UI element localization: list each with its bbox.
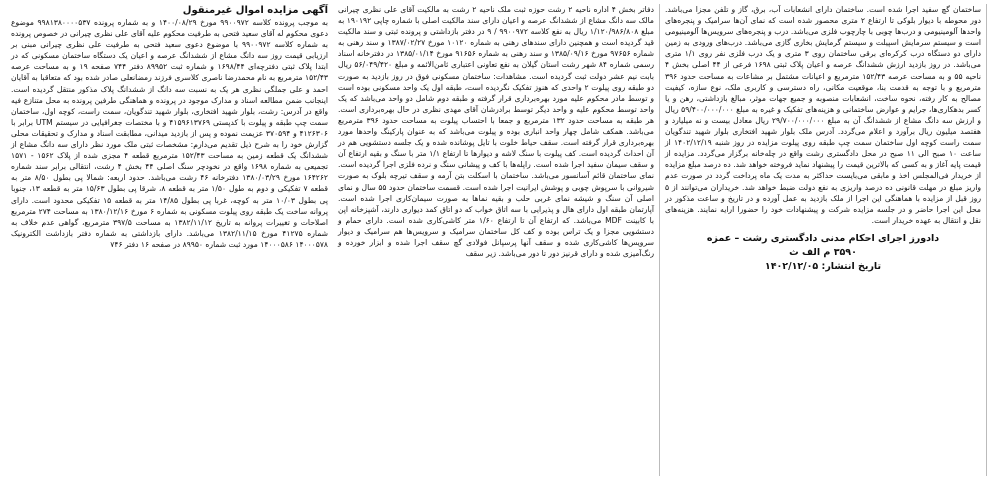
notice-column-3-text: ساختمان گچ سفید اجرا شده است. ساختمان دارای انشعابات آب، برق، گاز و تلفن مجزا می‌باشد. دور محوطه با دیوار بلوکی تا ارتفاع ۲ متری محصور شده است که نمای آن‌ها سرامیک و پنجره‌های واحدها آلومینیومی و درب‌ها چوبی با چارچوب فلزی می‌باشد. درب و پنجره‌های سرویس‌ها آلومینیومی است و سیستم سرمایش اسپیلت و سیستم گرمایش بخاری گازی می‌باشد. درب‌های ورودی به زمین دارای دو دستگاه درب کرکره‌ای برقی ساختمان روی ۳ متری و یک درب فلزی نفر روی ۱/۱ متری می‌باشد. در روز بازدید ارزش ششدانگ عرصه و اعیان پلاک ثبتی ۱۶۹۸ فرعی از ۴۴ اصلی بخش ۴ ناحیه ۵۵ و به مساحت عرصه ۱۵۲/۴۳ مترمربع و اعیانات مشتمل بر مشاعات به مساحت حدود ۳۹۶ مترمربع و با توجه به قدمت بنا، موقعیت مکانی، راه دسترسی و کاربری ملک، نوع سازه، کیفیت مصالح به کار رفته، نحوه ساخت، انشعابات منصوبه و جمیع جهات موثر، مبالغ بازداشتی، رهن و یا کسر بدهکاری‌ها، جرایم و عوارض ساختمانی و هزینه‌های تفکیک و غیره به مبلغ ۵۹/۴۰۰/۰۰۰/۰۰۰ ریال و ارزش سه دانگ مشاع از ششدانگ آن به مبلغ ۲۹/۷۰۰/۰۰۰/۰۰۰ ریال معادل بیست و نه میلیارد و هفتصد میلیون ریال برآورد و اعلام می‌گردد. آدرس ملک بلوار شهید افتخاری بلوار شهید تندگویان سمت راست کوچه اول ساختمان سمت چپ طبقه روی پیلوت مزایده در روز شنبه ۱۴۰۲/۱۲/۱۹ از ساعت ۱۰ صبح الی ۱۱ صبح در محل دادگستری رشت واقع در چله‌خانه برگزار می‌گردد. مزایده از قیمت پایه آغاز و به کسی که بالاترین قیمت را پیشنهاد نماید فروخته خواهد شد. ده درصد مبلغ مزایده از خریدار فی‌المجلس اخذ و مابقی می‌بایست حداکثر به مدت یک ماه پرداخت گردد در صورت عدم واریز مبلغ در مهلت قانونی ده درصد واریزی به نفع دولت ضبط خواهد شد. خریداران می‌توانند از ۵ روز قبل از مزایده با هماهنگی این اجرا از ملک بازدید به عمل آورده و در تاریخ و ساعت مذکور در محل این اجرا حاضر و در جلسه مزایده شرکت و پیشنهادات خود را حضورا ارایه نمایند. هزینه‌های نقل و انتقال به عهده خریدار است. [665,5,982,225]
notice-column-1 [6,4,333,476]
notice-title: آگهی مزایده اموال غیرمنقول [182,5,328,16]
notice-column-1-text: به موجب پرونده کلاسه ۹۹۰۰۹۷۲ مورخ ۱۴۰۰/۰۸/۲۹ و به شماره پرونده ۹۹۸۱۳۸۰۰۰۰۵۳۷ موضوع دعوی محکوم له آقای سعید فتحی به طرفیت محکوم علیه آقای علی نظری چیرانی در خصوص پرونده به شماره کلاسه ۹۹۰۰۹۷۲ با موضوع دعوی سعید فتحی به طرفیت علی نظری چیرانی مبنی بر ارزیابی قیمت روز سه دانگ مشاع از ششدانگ عرصه و اعیان یک دستگاه ساختمان مسکونی که در ابتدا پلاک ثبتی دفترچه‌ای ۱۶۹۸/۴۴ و شماره ثبت ۸۹۹۵۲ دفتر ۷۴۴ صفحه ۱۹ و به مساحت عرصه ۱۵۲/۴۳ مترمربع به نام محمدرضا ناصری کلاسری فرزند رمضانعلی صادر شده بود که متعاقبا به آقایان احمد و علی جملگی نظری هر یک به نسبت سه دانگ از ششدانگ پلاک مذکور منتقل گردیده است. اینجانب ضمن مطالعه اسناد و مدارک موجود در پرونده و هماهنگی طرفین پرونده به محل متنازع فیه واقع در آدرس: رشت، بلوار شهید افتخاری، بلوار شهید تندگویان، سمت راست، کوچه اول، ساختمان سمت چپ طبقه و پیلوت با کدپستی ۴۱۵۹۶۱۳۷۶۹ و با مختصات جغرافیایی در سیستم UTM برابر با ۴۱۲۶۳۰۶ و ۳۷۰۵۹۴ عزیمت نموده و پس از بازدید میدانی، مطابقت اسناد و مدارک و تحقیقات محلی گزارش خود را به شرح ذیل تقدیم می‌دارم: مشخصات ثبتی ملک مورد نظر دارای سه دانگ مشاع از ششدانگ یک قطعه زمین به مساحت ۱۵۲/۴۳ مترمربع قطعه ۴ مجزی شده از پلاک ۱۵۶۲ - ۱۵۷۱ تجمیعی به شماره ۱۶۹۸ واقع در نخودچر سنگ اصلی ۴۴ بخش ۴ رشت، انتقالی برابر سند شماره ۱۶۴۲۶۲ مورخ ۱۳۸۰/۰۳/۲۹ دفترخانه ۴۶ رشت می‌باشد. حدود اربعه: شمالا پی بطول ۸/۵۰ متر به قطعه ۷ تفکیکی و دوم به طول ۱/۵۰ متر به قطعه ۸، شرقا پی بطول ۱۵/۶۳ متر به قطعه ۱۳، جنوبا پی بطول ۱۰/۰۳ متر به کوچه، غربا پی بطول ۱۴/۸۵ متر به قطعه ۱۵ تفکیکی محدود است. دارای پروانه ساخت یک طبقه روی پیلوت مسکونی به شماره ۶ مورخ ۱۳۸۰/۱۲/۱۶ به مساحت ۲۷۴ مترمربع اصلاحات و تغییرات پروانه به تاریخ ۱۳۸۲/۱۱/۱۲ به مساحت ۳۹۷/۵ مترمربع، گواهی عدم خلاف به شماره ۴۱۲۷۵ مورخ ۱۳۸۲/۱۱/۱۵ می‌باشد. دارای بازداشتی به شماره دفتر بازداشت الکترونیک ۱۴۰۰۰۵۷۸ ۱۴۰۰۰۵۸۶ مورد ثبت شماره ۸۹۹۵۰ در صفحه ۱۶ دفتر ۷۴۶ [11,18,329,249]
notice-column-2-text: دفاتر بخش ۴ اداره ناحیه ۲ رشت حوزه ثبت ملک ناحیه ۲ رشت به مالکیت آقای علی نظری چیرانی مالک سه دانگ مشاع از ششدانگ عرصه و اعیان دارای سند مالکیت اصلی با شماره چاپی ۱۹۰۱۹۲ به مبلغ ۱/۱۲۰/۹۸۶/۸۰۸ ریال به نفع کلاسه ۹۹۰۰۹۷۲ / ۹ در دفتر بازداشتی و پرونده ثبتی و سند مالکیت قید گردیده است و همچنین دارای سندهای رهنی به شماره ۱۰۱۲۰ مورخ ۱۳۸۷/۰۲/۲۷ و سند رهنی به شماره ۹۷۶۵۶ مورخ ۱۳۸۵/۰۹/۱۶ و سند رهنی به شماره ۹۱۶۵۶ مورخ ۱۳۸۵/۰۱/۱۴ در دفترخانه اسناد رسمی شماره ۸۴ شهر رشت استان گیلان به نفع تعاونی اعتباری ثامن‌الائمه و مبلغ ۵۶/۰۴۹/۴۲۰ ریال بابت نیم عشر دولت ثبت گردیده است. مشاهدات: ساختمان مسکونی فوق در روز بازدید به صورت دو طبقه روی پیلوت ۲ واحدی که هنوز تفکیک نگردیده است، طبقه اول یک واحد مسکونی بوده است و توسط مادر محکوم علیه مورد بهره‌برداری قرار گرفته و طبقه دوم شامل دو واحد می‌باشد که یک واحد توسط محکوم علیه و واحد دیگر توسط برادرشان آقای مهدی نظری در حال بهره‌برداری است. هر طبقه به مساحت حدود ۱۳۲ مترمربع و جمعا با احتساب پیلوت به مساحت حدود ۳۹۶ مترمربع می‌باشد. همکف شامل چهار واحد انباری بوده و پیلوت می‌باشد که به عنوان پارکینگ واحدها مورد بهره‌برداری قرار گرفته است. سقف حیاط خلوت با تایل پوشانده شده و یک جلسه دستشویی هم در آن احداث گردیده است. کف پیلوت با سنگ لاشه و دیوارها تا ارتفاع ۱/۱ متر با سنگ و بقیه ارتفاع آن و سقف سیمان سفید اجرا شده است. راپله‌ها با کف و پیشانی سنگ و نرده فلزی اجرا گردیده است. نمای ساختمان قائم آسانسور می‌باشد. ساختمان با اسکلت بتن آرمه و سقف تیرچه بلوک به صورت شیروانی با سرپوش چوبی و پوشش ایرانیت اجرا شده است. قسمت ساختمان حدود ۵۵ سال و نمای اصلی آن سنگ و شیشه نمای غربی حلب و بقیه نماها به صورت سیمان‌کاری اجرا شده است. آپارتمان طبقه اول دارای هال و پذیرایی با سه اتاق خواب که دو اتاق کمد دیواری دارند، آشپزخانه اپن با کابینت MDF می‌باشد. که ارتفاع آن تا ارتفاع ۱/۶۰ متر کاشی‌کاری شده است. دارای حمام و دستشویی مجزا و یک تراس بوده و کف کل ساختمان سرامیک و سرویس‌ها هم سرامیک و دیوار سرویس‌ها کاشی‌کاری شده و سقف آنها پرسپانل فولادی گچ سقف اجرا شده و ابزار خورده و رنگ‌آمیزی شده و دارای قرنیز دور تا دور می‌باشد. زیر سقف [338,5,655,259]
notice-signature [665,232,981,274]
signature-line-date: تاریخ انتشار: ۱۴۰۲/۱۲/۰۵ [764,260,882,272]
notice-column-3 [660,4,987,476]
signature-line-issuer: دادورز اجرای احکام مدنی دادگستری رشت – عمزه [706,232,940,244]
notice-column-2 [333,4,660,476]
signature-line-code: ۳۵۹۰ م الف ث [789,246,857,258]
